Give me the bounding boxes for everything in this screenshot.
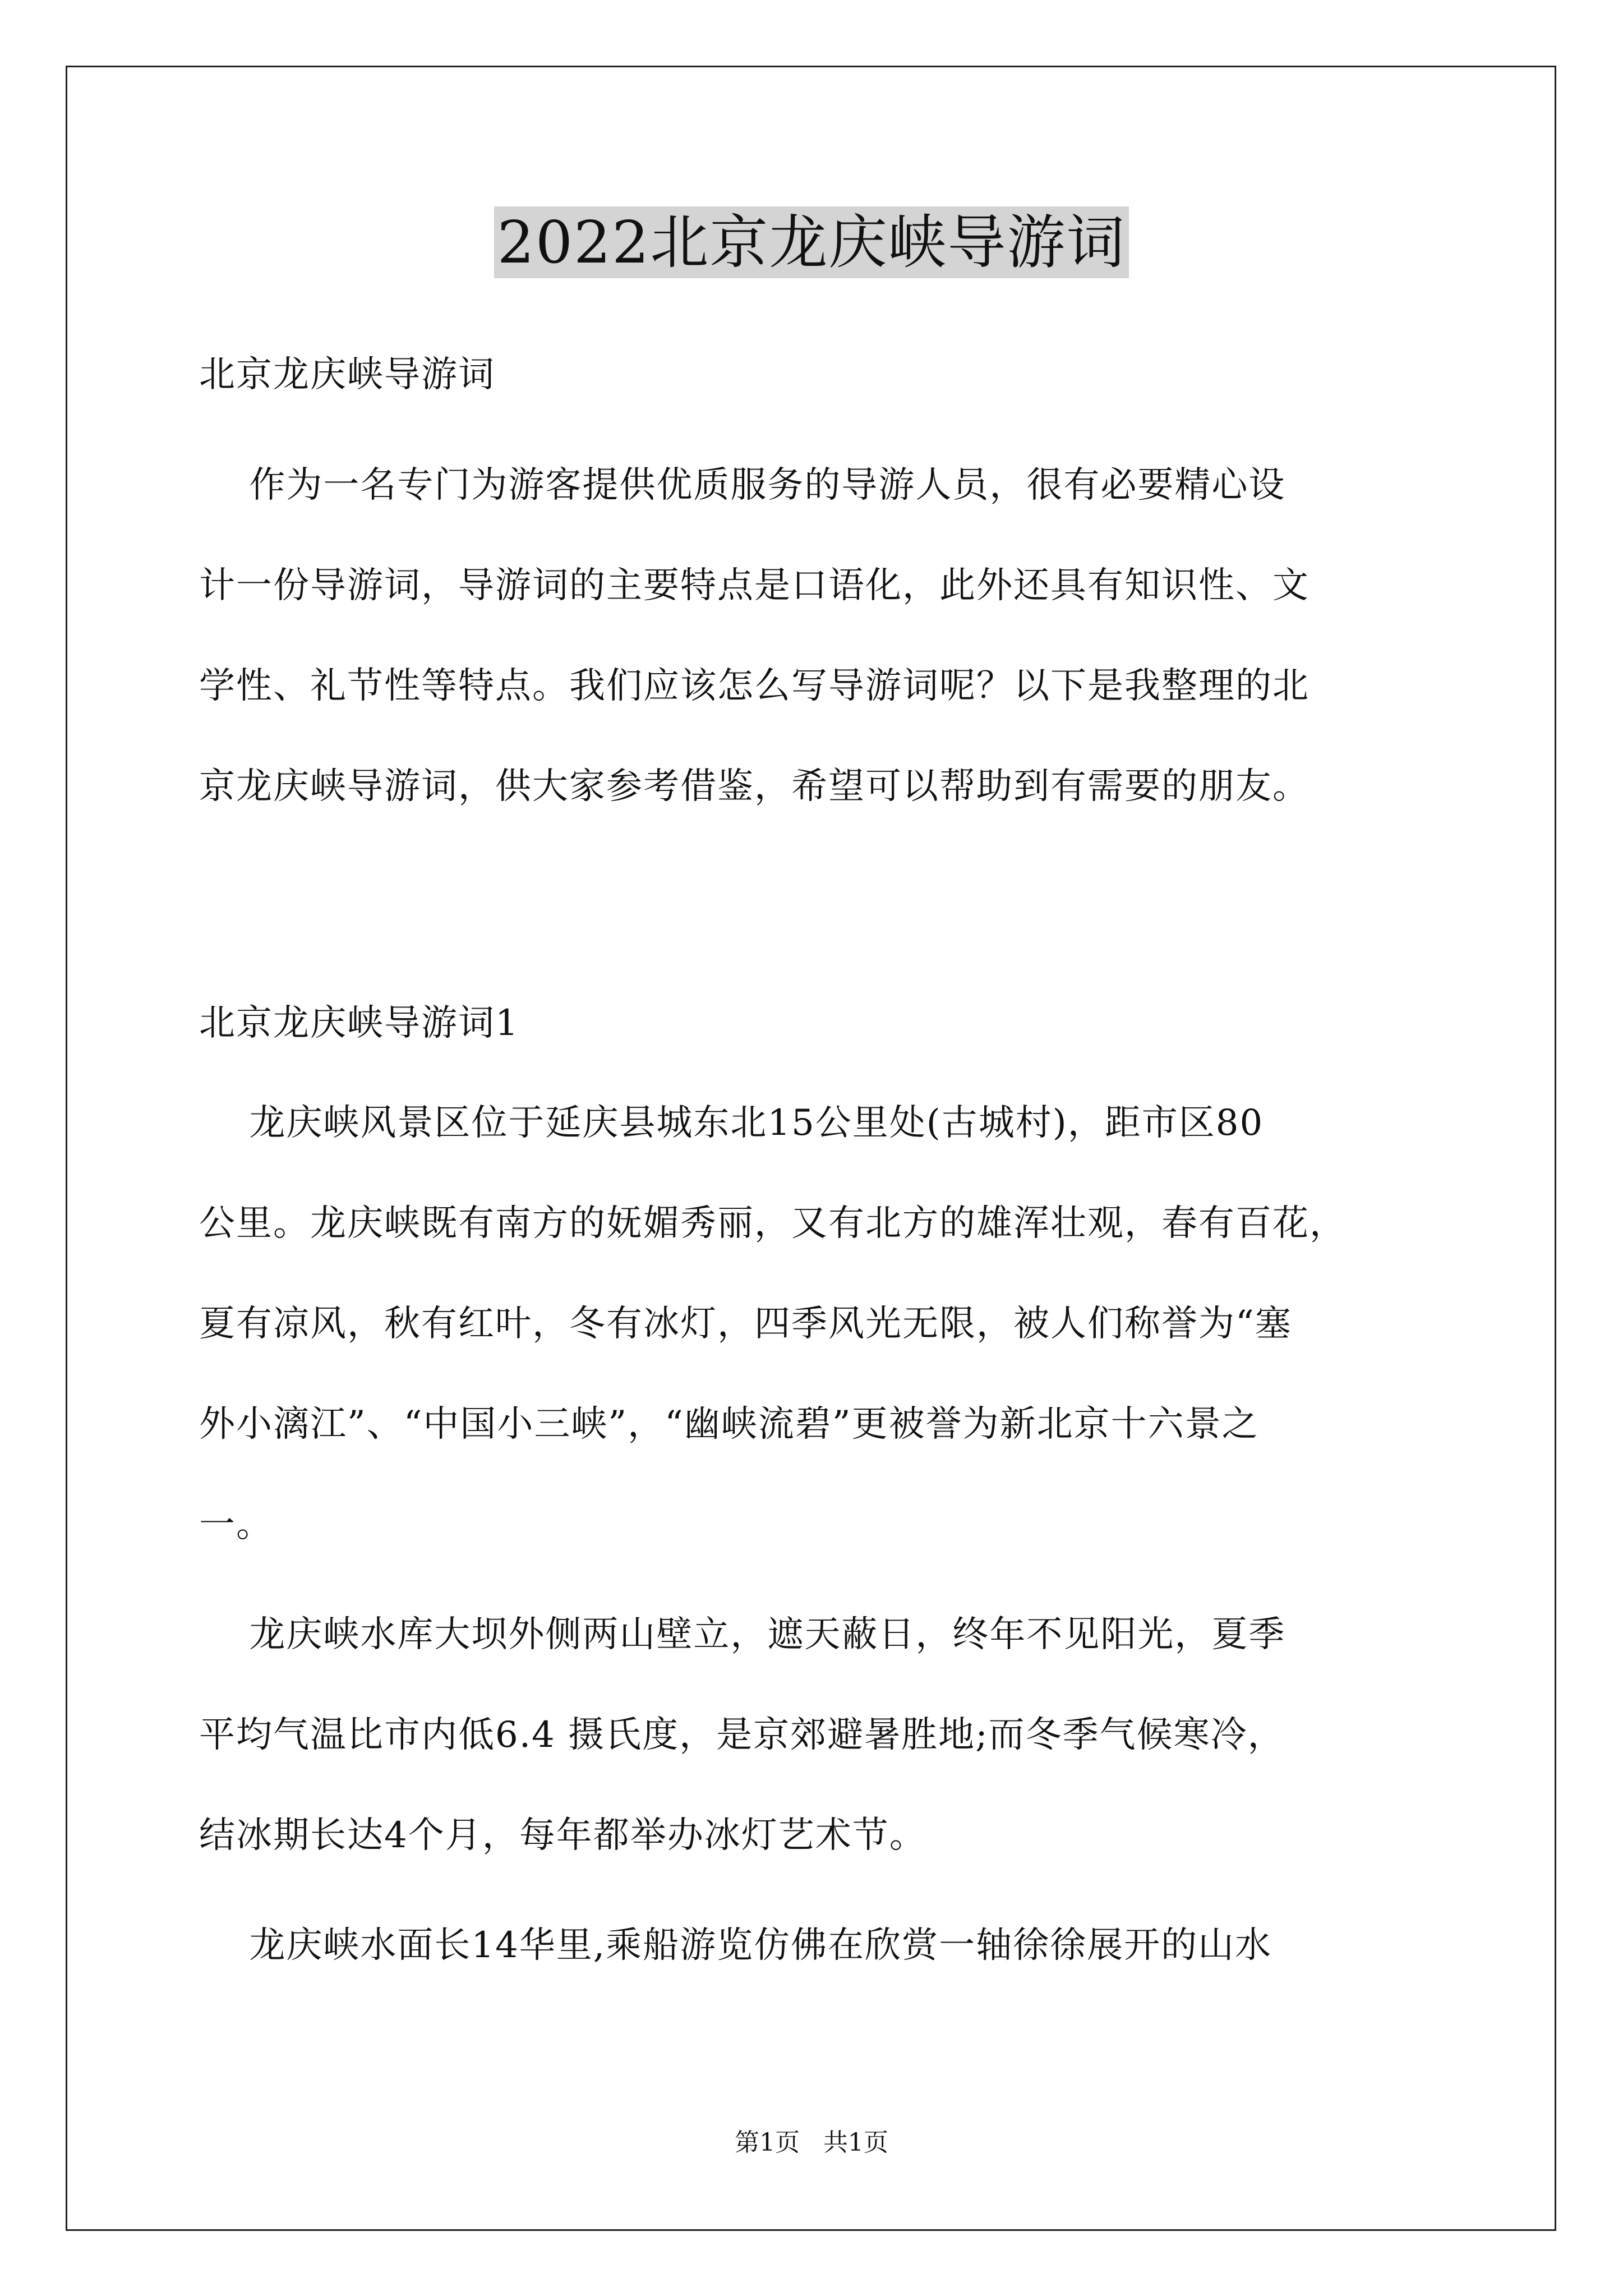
body-line: 结冰期长达4个月，每年都举办冰灯艺术节。	[199, 1815, 926, 1856]
body-line: 平均气温比市内低6.4 摄氏度，是京郊避暑胜地;而冬季气候寒冷，	[199, 1714, 1285, 1756]
page-footer: 第1页 共1页	[735, 2128, 888, 2157]
body-line: 外小漓江”、“中国小三峡”，“幽峡流碧”更被誉为新北京十六景之	[199, 1404, 1259, 1445]
body-line: 夏有凉风，秋有红叶，冬有冰灯，四季风光无限，被人们称誉为“塞	[199, 1303, 1292, 1345]
intro-line: 学性、礼节性等特点。我们应该怎么写导游词呢？以下是我整理的北	[199, 665, 1310, 707]
title-block	[0, 206, 1623, 278]
body-line: 龙庆峡风景区位于延庆县城东北15公里处(古城村)，距市区80	[199, 1102, 1264, 1144]
intro-line: 计一份导游词，导游词的主要特点是口语化，此外还具有知识性、文	[199, 565, 1310, 606]
body-line: 公里。龙庆峡既有南方的妩媚秀丽，又有北方的雄浑壮观，春有百花，	[199, 1203, 1347, 1244]
body-line: 一。	[199, 1504, 273, 1545]
body-line: 龙庆峡水库大坝外侧两山壁立，遮天蔽日，终年不见阳光，夏季	[199, 1614, 1286, 1655]
section-heading: 北京龙庆峡导游词1	[199, 1002, 519, 1044]
intro-line: 作为一名专门为游客提供优质服务的导游人员，很有必要精心设	[199, 464, 1286, 506]
body-line: 龙庆峡水面长14华里,乘船游览仿佛在欣赏一轴徐徐展开的山水	[199, 1925, 1272, 1966]
section-heading: 北京龙庆峡导游词	[199, 354, 495, 395]
document-title: 2022北京龙庆峡导游词	[494, 206, 1129, 278]
intro-line: 京龙庆峡导游词，供大家参考借鉴，希望可以帮助到有需要的朋友。	[199, 766, 1310, 807]
